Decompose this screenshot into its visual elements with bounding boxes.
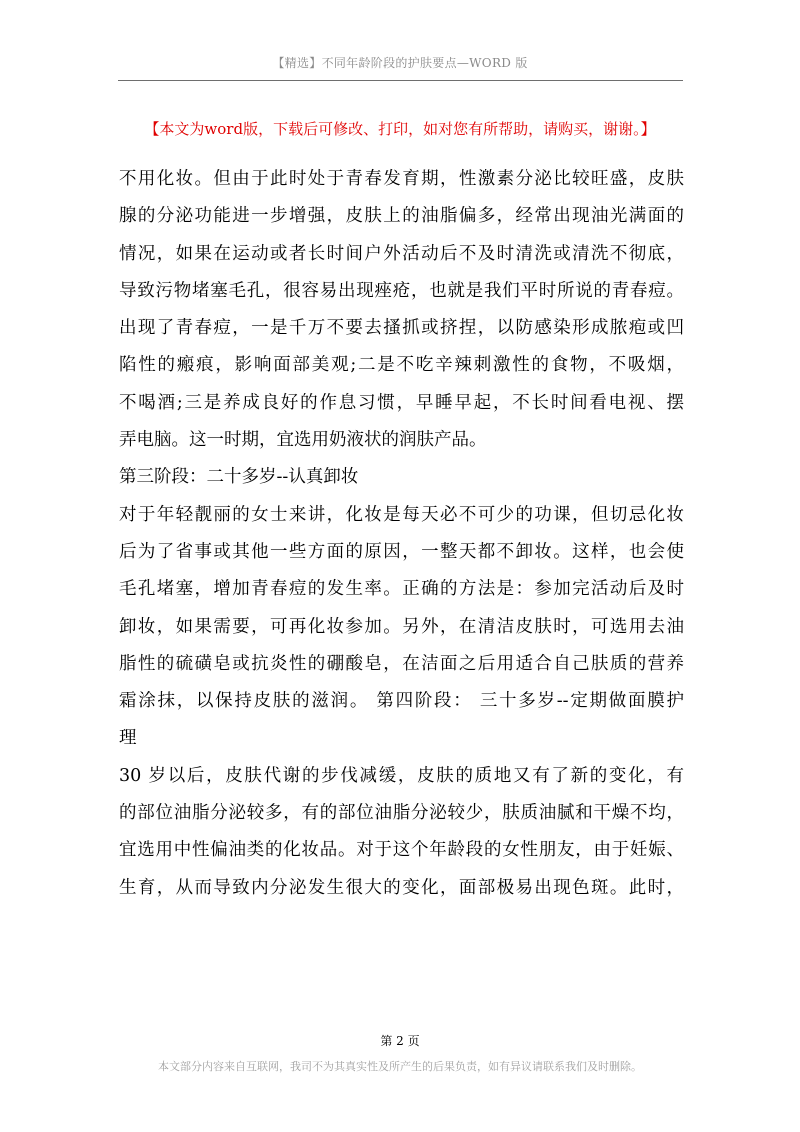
body-line: 霜涂抹，以保持皮肤的滋润。 第四阶段： 三十多岁--定期做面膜护	[119, 691, 684, 712]
body-line: 腺的分泌功能进一步增强，皮肤上的油脂偏多，经常出现油光满面的	[119, 206, 684, 227]
body-line: 情况，如果在运动或者长时间户外活动后不及时清洗或清洗不彻底，	[119, 243, 684, 264]
footer-disclaimer: 本文部分内容来自互联网，我司不为其真实性及所产生的后果负责，如有异议请联系我们及时删除。	[158, 1060, 642, 1073]
body-line: 宜选用中性偏油类的化妆品。对于这个年龄段的女性朋友，由于妊娠、	[119, 840, 684, 861]
page-number: 第 2 页	[380, 1034, 420, 1048]
body-line: 卸妆，如果需要，可再化妆参加。另外，在清洁皮肤时，可选用去油	[119, 616, 684, 637]
page-header-title: 【精选】不同年龄阶段的护肤要点—WORD 版	[272, 56, 528, 70]
download-notice: 【本文为word版，下载后可修改、打印，如对您有所帮助，请购买，谢谢。】	[144, 120, 656, 138]
document-body	[119, 161, 684, 907]
body-line: 不用化妆。但由于此时处于青春发育期，性激素分泌比较旺盛，皮肤	[119, 169, 684, 189]
body-line: 导致污物堵塞毛孔，很容易出现痤疮，也就是我们平时所说的青春痘。	[119, 280, 684, 301]
body-line: 毛孔堵塞，增加青春痘的发生率。正确的方法是：参加完活动后及时	[119, 579, 684, 600]
section-heading: 第三阶段：二十多岁--认真卸妆	[119, 467, 359, 488]
body-line: 30 岁以后，皮肤代谢的步伐减缓，皮肤的质地又有了新的变化，有	[119, 765, 684, 786]
body-line: 弄电脑。这一时期，宜选用奶液状的润肤产品。	[119, 430, 487, 451]
body-line: 对于年轻靓丽的女士来讲，化妆是每天必不可少的功课，但切忌化妆	[119, 504, 684, 525]
body-line: 后为了省事或其他一些方面的原因，一整天都不卸妆。这样，也会使	[119, 541, 684, 562]
body-line: 理	[119, 728, 137, 749]
body-line: 不喝酒;三是养成良好的作息习惯，早睡早起，不长时间看电视、摆	[119, 392, 684, 413]
header-divider	[118, 80, 683, 81]
body-line: 生育，从而导致内分泌发生很大的变化，面部极易出现色斑。此时，	[119, 877, 684, 898]
body-line: 陷性的瘢痕，影响面部美观;二是不吃辛辣刺激性的食物，不吸烟，	[119, 355, 684, 376]
body-line: 出现了青春痘，一是千万不要去搔抓或挤捏，以防感染形成脓疱或凹	[119, 318, 684, 339]
body-line: 的部位油脂分泌较多，有的部位油脂分泌较少，肤质油腻和干燥不均，	[119, 803, 684, 824]
body-line: 脂性的硫磺皂或抗炎性的硼酸皂，在洁面之后用适合自己肤质的营养	[119, 653, 684, 674]
